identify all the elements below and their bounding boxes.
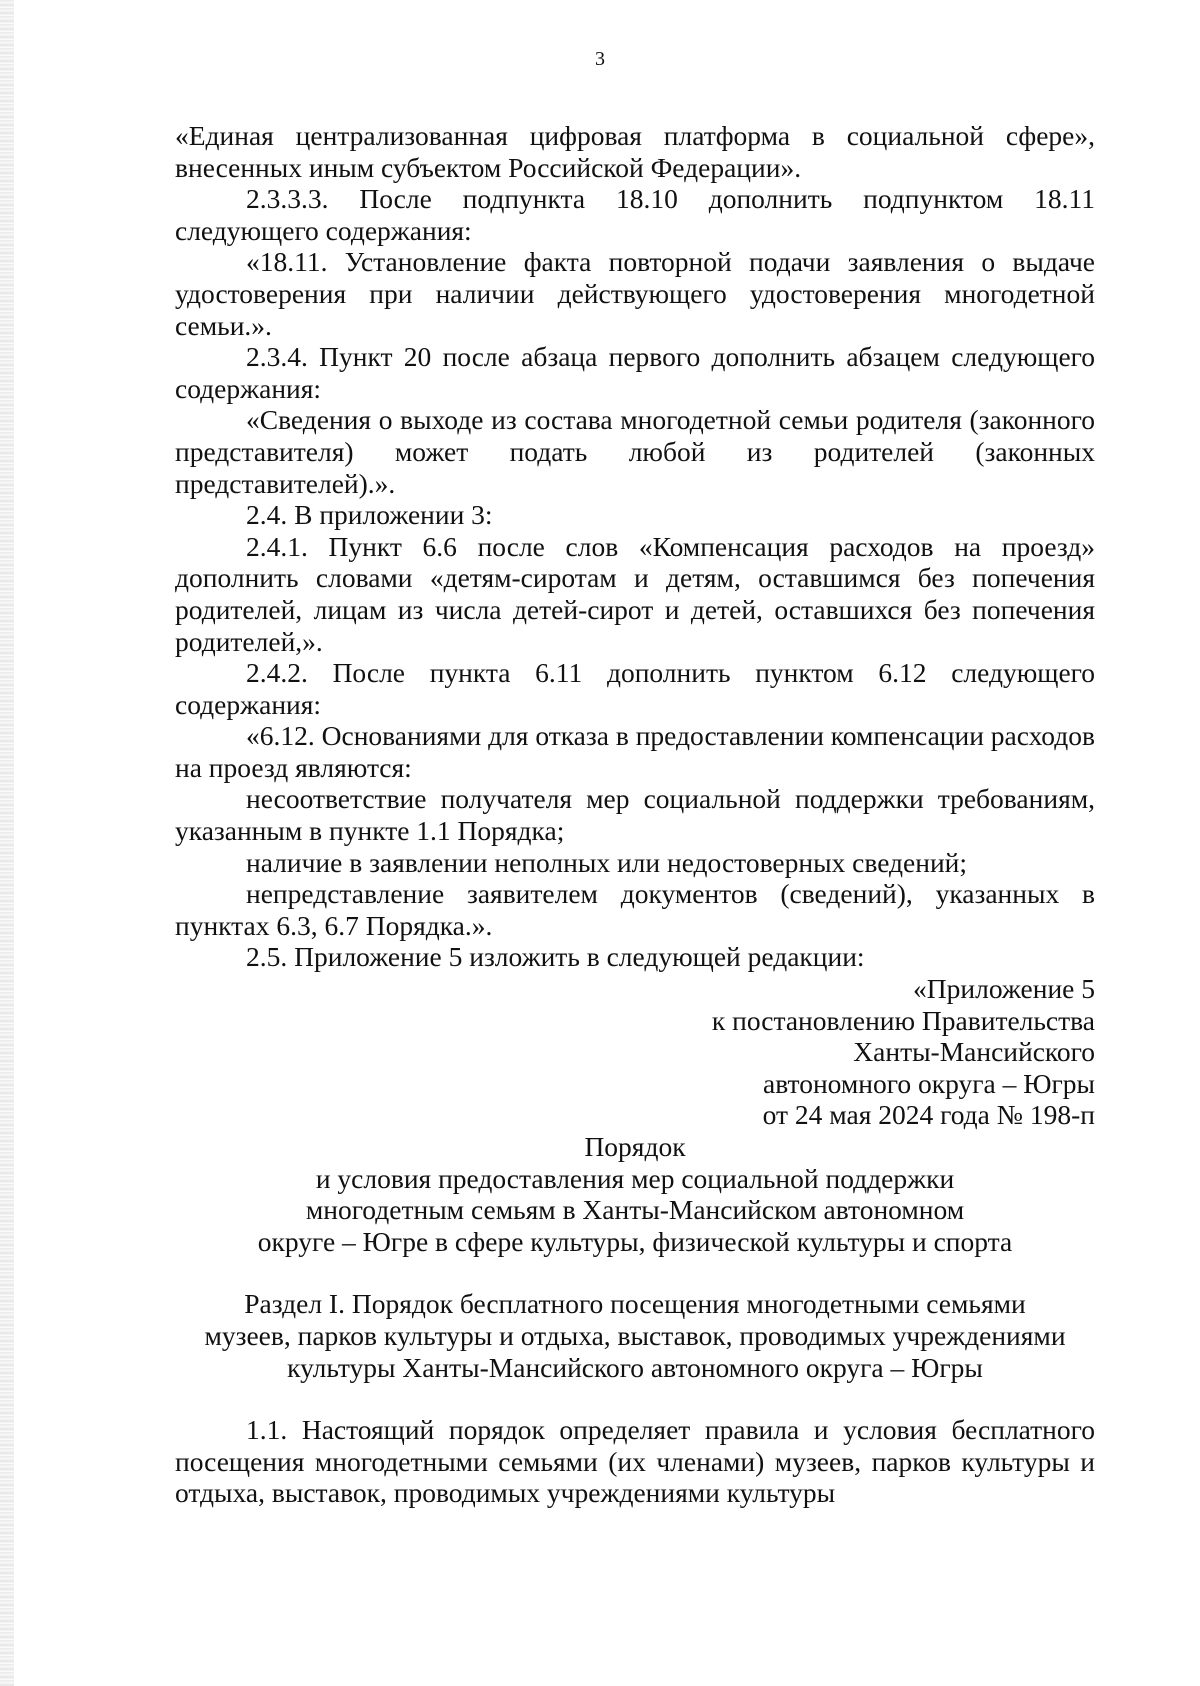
paragraph: «Сведения о выходе из состава многодетной семьи родителя (законного представителя) может подать любой из родителей (законных представителей).». (175, 404, 1095, 499)
paragraph: 2.3.3.3. После подпункта 18.10 дополнить подпунктом 18.11 следующего содержания: (175, 183, 1095, 246)
title-line: и условия предоставления мер социальной поддержки (315, 1162, 955, 1194)
document-body (175, 120, 1095, 1509)
paragraph: «Единая централизованная цифровая платформа в социальной сфере», внесенных иным субъектом Российской Федерации». (175, 120, 1095, 183)
section-heading (175, 1288, 1095, 1383)
page-number: 3 (595, 48, 605, 70)
title-line: многодетным семьям в Ханты-Мансийском автономном (305, 1194, 965, 1226)
paragraph: несоответствие получателя мер социальной поддержки требованиям, указанным в пункте 1.1 Порядка; (175, 783, 1095, 847)
document-title (175, 1131, 1095, 1257)
paragraph: «6.12. Основаниями для отказа в предоставлении компенсации расходов на проезд являются: (175, 720, 1095, 783)
paragraph: 2.4.2. После пункта 6.11 дополнить пунктом 6.12 следующего содержания: (175, 657, 1095, 720)
section-line: культуры Ханты-Мансийского автономного округа – Югры (287, 1351, 983, 1383)
scan-edge (0, 0, 14, 1686)
paragraph: 1.1. Настоящий порядок определяет правила и условия бесплатного посещения многодетными семьями (их членами) музеев, парков культуры и отдыха, выставок, проводимых учреждениями культуры (175, 1414, 1095, 1509)
paragraph: 2.5. Приложение 5 изложить в следующей редакции: (246, 941, 865, 973)
paragraph: 2.4.1. Пункт 6.6 после слов «Компенсация расходов на проезд» дополнить словами «детям-сиротам и детям, оставшимся без попечения родителей, лицам из числа детей-сирот и детей, оставшихся без попечения родителей,». (175, 530, 1095, 657)
paragraph: непредставление заявителем документов (сведений), указанных в пунктах 6.3, 6.7 Порядка.». (175, 878, 1095, 941)
appendix-line: от 24 мая 2024 года № 198-п (762, 1099, 1095, 1131)
paragraph: 2.3.4. Пункт 20 после абзаца первого дополнить абзацем следующего содержания: (175, 341, 1095, 404)
appendix-line: «Приложение 5 (913, 973, 1095, 1005)
title-line: округе – Югре в сфере культуры, физической культуры и спорта (257, 1225, 1013, 1257)
title-line: Порядок (584, 1131, 686, 1162)
appendix-line: к постановлению Правительства (711, 1004, 1095, 1036)
appendix-line: Ханты-Мансийского (853, 1036, 1095, 1068)
section-line: музеев, парков культуры и отдыха, выставок, проводимых учреждениями (204, 1319, 1066, 1351)
section-line: Раздел I. Порядок бесплатного посещения многодетными семьями (244, 1288, 1026, 1320)
paragraph: «18.11. Установление факта повторной подачи заявления о выдаче удостоверения при наличии действующего удостоверения многодетной семьи.». (175, 246, 1095, 341)
appendix-header (175, 973, 1095, 1131)
appendix-line: автономного округа – Югры (763, 1067, 1095, 1099)
paragraph: 2.4. В приложении 3: (246, 499, 493, 531)
paragraph: наличие в заявлении неполных или недостоверных сведений; (246, 846, 968, 878)
